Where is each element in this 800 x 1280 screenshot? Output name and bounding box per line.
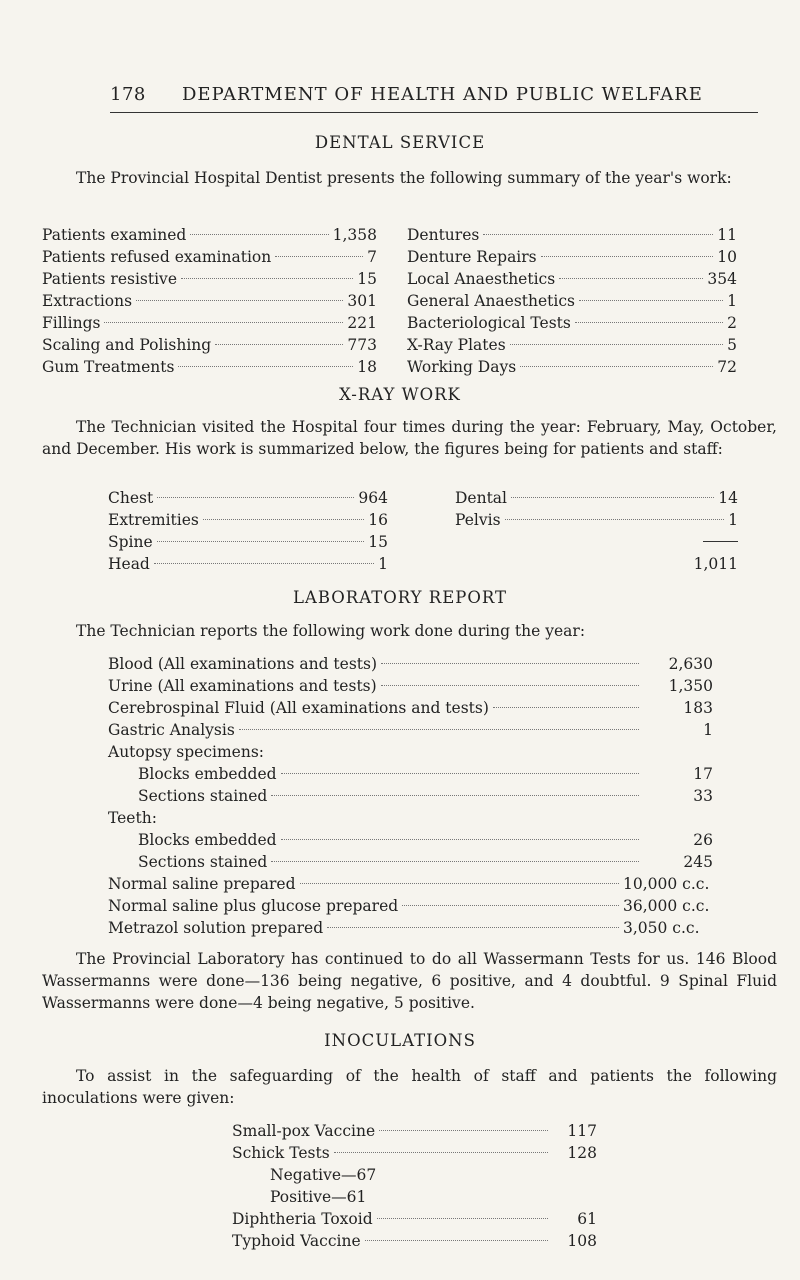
dental-row: Dentures 11: [407, 226, 737, 244]
inoculation-row: Diphtheria Toxoid 61: [232, 1210, 597, 1228]
autopsy-heading: Autopsy specimens:: [108, 743, 265, 761]
xray-row: Head 1: [108, 555, 388, 573]
lab-row: Gastric Analysis 1: [108, 721, 713, 739]
page-header: [110, 84, 758, 113]
lab-row: Sections stained 33: [138, 787, 713, 805]
lab-row: Urine (All examinations and tests) 1,350: [108, 677, 713, 695]
dental-row: General Anaesthetics 1: [407, 292, 737, 310]
xray-row: Pelvis 1: [455, 511, 738, 529]
dental-row: X-Ray Plates 5: [407, 336, 737, 354]
dental-title: DENTAL SERVICE: [314, 133, 486, 152]
dental-row: Gum Treatments 18: [42, 358, 377, 376]
dental-row: Extractions 301: [42, 292, 377, 310]
inoculation-row: Typhoid Vaccine 108: [232, 1232, 597, 1250]
xray-row: Spine 15: [108, 533, 388, 551]
inoculations-title: INOCULATIONS: [324, 1031, 476, 1050]
dental-row: Patients examined 1,358: [42, 226, 377, 244]
xray-row: Dental 14: [455, 489, 738, 507]
lab-row: Metrazol solution prepared 3,050 c.c.: [108, 919, 700, 937]
lab-title: LABORATORY REPORT: [292, 588, 508, 607]
inoculations-intro: To assist in the safeguarding of the health of staff and patients the following inoculations were given:: [42, 1067, 777, 1107]
lab-row: Blocks embedded 17: [138, 765, 713, 783]
dental-row: Patients refused examination 7: [42, 248, 377, 266]
running-head: DEPARTMENT OF HEALTH AND PUBLIC WELFARE: [182, 84, 703, 105]
dental-intro: The Provincial Hospital Dentist presents the following summary of the year's work:: [76, 169, 732, 187]
page-number: 178: [110, 84, 146, 105]
xray-row: Chest 964: [108, 489, 388, 507]
xray-row: Extremities 16: [108, 511, 388, 529]
dental-row: Local Anaesthetics 354: [407, 270, 737, 288]
wassermann-paragraph: The Provincial Laboratory has continued to do all Wassermann Tests for us. 146 Blood Wassermanns were done—136 being negative, 6 positive, and 4 doubtful. 9 Spinal Fluid Wassermanns were done—4 being negative, 5 positive.: [42, 950, 777, 1012]
schick-positive: Positive—61: [270, 1188, 367, 1206]
dental-row: Patients resistive 15: [42, 270, 377, 288]
dental-row: Bacteriological Tests 2: [407, 314, 737, 332]
dental-row: Fillings 221: [42, 314, 377, 332]
lab-row: Blood (All examinations and tests) 2,630: [108, 655, 713, 673]
lab-row: Cerebrospinal Fluid (All examinations and tests) 183: [108, 699, 713, 717]
lab-row: Normal saline prepared 10,000 c.c.: [108, 875, 710, 893]
inoculation-row: Small-pox Vaccine 117: [232, 1122, 597, 1140]
dental-row: Scaling and Polishing 773: [42, 336, 377, 354]
xray-total: 1,011: [693, 555, 738, 573]
total-rule: [703, 541, 738, 542]
teeth-heading: Teeth:: [108, 809, 157, 827]
lab-row: Normal saline plus glucose prepared 36,000 c.c.: [108, 897, 710, 915]
lab-row: Blocks embedded 26: [138, 831, 713, 849]
xray-intro: The Technician visited the Hospital four times during the year: February, May, October, and December. His work is summarized below, the figures being for patients and staff:: [42, 418, 777, 458]
dental-row: Working Days 72: [407, 358, 737, 376]
lab-intro: The Technician reports the following work done during the year:: [76, 622, 586, 640]
inoculation-row: Schick Tests 128: [232, 1144, 597, 1162]
lab-row: Sections stained 245: [138, 853, 713, 871]
dental-row: Denture Repairs 10: [407, 248, 737, 266]
xray-title: X-RAY WORK: [339, 385, 461, 404]
schick-negative: Negative—67: [270, 1166, 377, 1184]
